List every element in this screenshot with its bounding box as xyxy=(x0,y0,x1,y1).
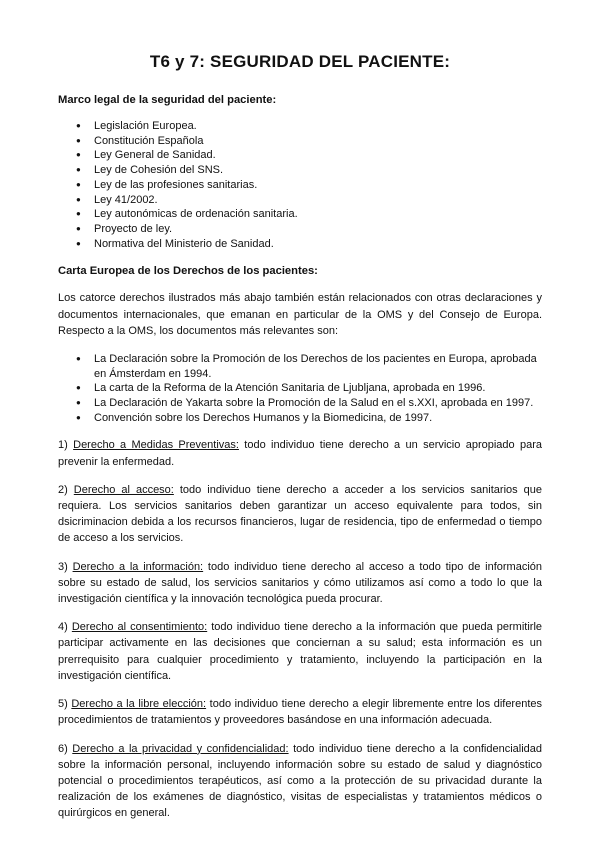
right-number: 3) xyxy=(58,560,68,573)
list-item: ● Ley autonómicas de ordenación sanitaria. xyxy=(76,207,542,222)
right-text: todo individuo tiene derecho a la confidencialidad sobre la información personal, incluyendo información sobre su estado de salud y diagnóstico potencial o procedimientos terapéuticos, así como a la protección de su privacidad durante la realización de los exámenes de diagnóstico, visitas de especialistas y tratamientos médicos o quirúrgicos en general. xyxy=(58,742,543,820)
page-title: T6 y 7: SEGURIDAD DEL PACIENTE: xyxy=(149,52,451,71)
list-item: ● La carta de la Reforma de la Atención Sanitaria de Ljubljana, aprobada en 1996. xyxy=(76,381,542,396)
right-paragraph-1 xyxy=(58,437,542,469)
right-text: todo individuo tiene derecho a la información que pueda permitirle participar activamente en las decisiones que conciernan a su salud; esta información es un prerrequisito para cualquier procedimiento y tratamiento, incluyendo la participación en la investigación científica. xyxy=(58,621,542,682)
list-item: ● Ley de Cohesión del SNS. xyxy=(76,163,542,178)
right-name: Derecho a la libre elección: xyxy=(71,698,207,711)
legal-framework-heading: Marco legal de la seguridad del paciente: xyxy=(58,94,277,106)
right-number: 5) xyxy=(58,698,68,711)
document-page xyxy=(58,52,542,834)
list-item: ● Convención sobre los Derechos Humanos y la Biomedicina, de 1997. xyxy=(76,411,542,426)
right-paragraph-5 xyxy=(58,696,542,728)
charter-intro: Los catorce derechos ilustrados más abajo también están relacionados con otras declaraciones y documentos internacionales, que emanan en particular de la OMS y del Consejo de Europa. Respecto a la OMS, los documentos más relevantes son: xyxy=(58,292,542,337)
list-item: ● La Declaración sobre la Promoción de los Derechos de los pacientes en Europa, aprobada en Ámsterdam en 1994. xyxy=(76,352,542,381)
right-text: todo individuo tiene derecho a elegir libremente entre los diferentes procedimientos de tratamientos y proveedores basándose en una información adecuada. xyxy=(58,698,543,727)
list-item: ● Ley 41/2002. xyxy=(76,193,542,208)
right-paragraph-6 xyxy=(58,741,542,822)
list-item: ● Ley de las profesiones sanitarias. xyxy=(76,178,542,193)
right-text: todo individuo tiene derecho al acceso a todo tipo de información sobre su estado de salud, los servicios sanitarios y cómo utilizamos así como a todo lo que la investigación científica y la innovación tecnológica pueda procurar. xyxy=(58,560,543,606)
right-paragraph-2 xyxy=(58,482,542,547)
list-item: ● La Declaración de Yakarta sobre la Promoción de la Salud en el s.XXI, aprobada en 1997. xyxy=(76,396,542,411)
list-item: ● Constitución Española xyxy=(76,134,542,149)
right-number: 2) xyxy=(58,483,68,496)
right-name: Derecho al acceso: xyxy=(73,483,174,496)
right-name: Derecho a la información: xyxy=(72,560,204,573)
right-name: Derecho al consentimiento: xyxy=(71,621,208,634)
who-documents-list xyxy=(58,352,542,426)
right-name: Derecho a Medidas Preventivas: xyxy=(73,439,239,452)
right-paragraph-3 xyxy=(58,559,542,608)
right-text: todo individuo tiene derecho a acceder a los servicios sanitarios que requiera. Los servicios sanitarios deben garantizar un acceso equivalente para todos, sin dsicriminacion debida a los recursos financieros, lugar de residencia, tipo de enfermedad o tiempo de acceso a los servicios. xyxy=(58,483,542,545)
right-paragraph-4 xyxy=(58,619,542,684)
right-name: Derecho a la privacidad y confidencialidad: xyxy=(72,742,289,755)
legal-framework-list xyxy=(58,119,542,251)
list-item: ● Normativa del Ministerio de Sanidad. xyxy=(76,237,542,252)
right-number: 4) xyxy=(58,621,68,634)
right-text: todo individuo tiene derecho a un servicio apropiado para prevenir la enfermedad. xyxy=(58,439,542,468)
list-item: ● Proyecto de ley. xyxy=(76,222,542,237)
right-number: 6) xyxy=(58,742,68,755)
right-number: 1) xyxy=(58,439,68,452)
list-item: ● Ley General de Sanidad. xyxy=(76,148,542,163)
charter-heading: Carta Europea de los Derechos de los pacientes: xyxy=(58,265,318,278)
list-item: ● Legislación Europea. xyxy=(76,119,542,134)
